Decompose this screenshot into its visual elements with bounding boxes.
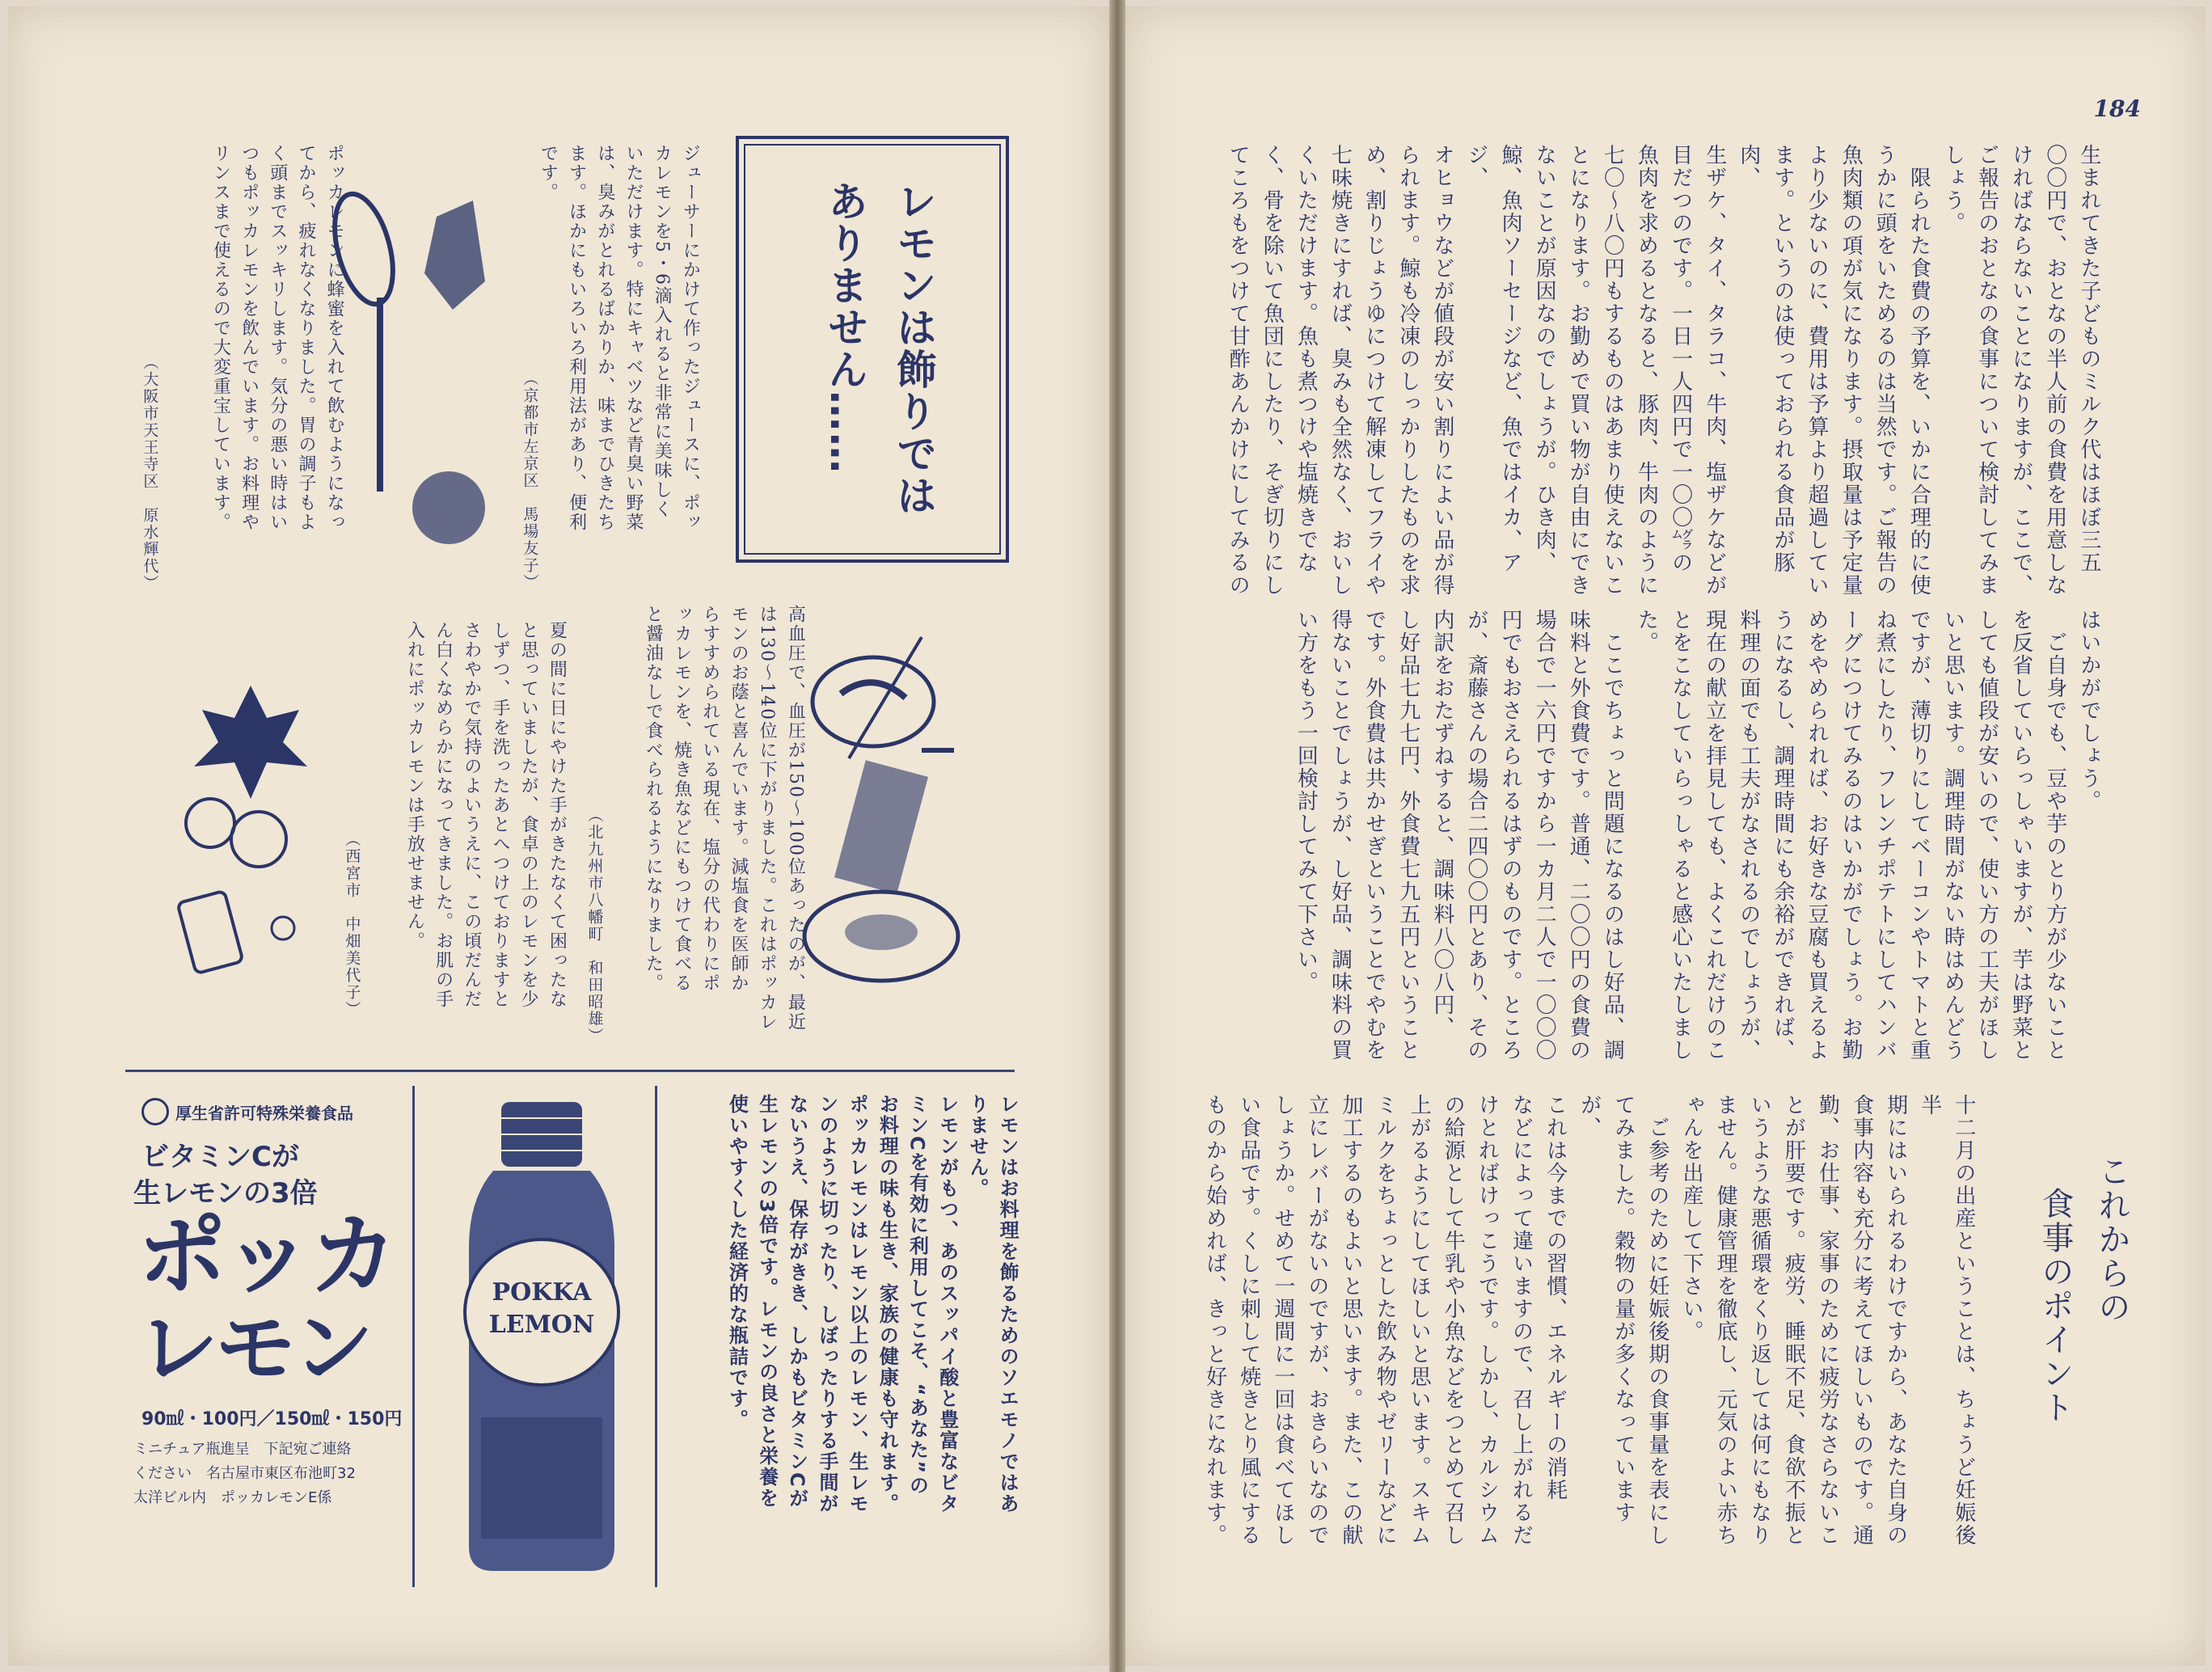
approval-text: 厚生省許可特殊栄養食品 xyxy=(175,1103,353,1123)
ad-brand-2: レモン xyxy=(137,1301,370,1395)
approval-badge xyxy=(141,1098,353,1125)
ad-tagline-1: ビタミンCが xyxy=(141,1141,299,1173)
ad-separator-rule xyxy=(125,1070,1015,1072)
ad-tagline-2: 生レモンの3倍 xyxy=(133,1177,318,1210)
ad-body-copy: レモンはお料理を飾るためのソエモノではあ りません。 レモンがもつ、あのスッパイ酸と豊富なビタ ミンCを有効に利用してこそ、“あなた”の お料理の味も生き、家族の健康も守れます。 ポッカレモンはレモン以上のレモン、生レモ ンのように切ったり、しぼったりする手間が ないうえ、保存がきき、しかもビタミンCが 生レモンの3倍です。レモンの良さと栄養を 使いやすくした経済的な瓶詰です。 xyxy=(725,1094,1019,1514)
ad-contact-1: ミニチュア瓶進呈 下記宛ご連絡 xyxy=(133,1441,352,1458)
letter-2-author: （大阪市天王寺区 原水輝代） xyxy=(141,354,159,592)
page-number: 184 xyxy=(2093,95,2141,122)
letter-4: 夏の間に日にやけた手がきたなくて困ったな と思っていましたが、食卓の上のレモンを少 しずつ、手を洗ったあとへつけておりますと さわやかで気持のよいうえに、この頃だんだ ん白くなめらかになってきました。お肌の手 入れにポッカレモンは手放せません。 xyxy=(404,621,568,1009)
letter-1: ジューサーにかけて作ったジュースに、ポッ カレモンを5・6滴入れると非常に美味しく いただけます。特にキャベツなど青臭い野菜 は、臭みがとれるばかりか、味までひきたち ます。ほかにもいろいろ利用法があり、便利 です。 xyxy=(538,144,701,532)
bottle-label-1: POKKA xyxy=(492,1278,592,1307)
letter-3: 高血圧で、血圧が150〜100位あったのが、最近 は130〜140位に下がりました。これはポッカレ モンのお蔭と喜んでいます。減塩食を医師か らすすめられている現在、塩分の代わりにポ ッカレモンを、焼き魚などにもつけて食べる と醤油なしで食べられるようになりました。 xyxy=(643,605,806,1032)
ad-brand-1: ポッカ xyxy=(137,1204,395,1307)
bottle-label-2: LEMON xyxy=(488,1311,595,1339)
letter-1-author: （京都市左京区 馬場友子） xyxy=(521,370,539,591)
left-page xyxy=(8,6,1109,1666)
article-intro-text: 生まれてきた子どものミルク代はほぼ三五 〇〇円で、おとなの半人前の食費を用意しな ければならないことになりますが、ここで、 ご報告のおとなの食事について検討してみま しょう。 限られた食費の予算を、いかに合理的に使 うかに頭をいためるのは当然です。ご報告の 魚肉類の項が気になります。摂取量は予定量 より少ないのに、費用は予算より超過してい ます。というのは使っておられる食品が豚肉、 生ザケ、タイ、タラコ、牛肉、塩ザケなどが 目だつのです。一日一人四円で一〇〇㌘の 魚肉を求めるとなると、豚肉、牛肉のように 七〇〜八〇円もするものはあまり使えないこ とになります。お勤めで買い物が自由にでき ないことが原因なのでしょうが。ひき肉、 鯨、魚肉ソーセージなど、魚ではイカ、アジ、 オヒョウなどが値段が安い割りによい品が得 られます。鯨も冷凍のしっかりしたものを求 め、割りじょうゆにつけて解凍してフライや 七味焼きにすれば、臭みも全然なく、おいし くいただけます。魚も煮つけや塩焼きでな く、骨を除いて魚団にしたり、そぎ切りにし てころもをつけて甘酢あんかけにしてみるの xyxy=(1226,144,2101,597)
article-title-line-1: レモンは飾りでは xyxy=(890,180,937,517)
letter-4-author: （西宮市 中畑美代子） xyxy=(343,831,361,1018)
ad-contact-3: 太洋ビル内 ポッカレモンE係 xyxy=(133,1489,332,1506)
grater-dish-illustration xyxy=(800,621,994,993)
book-gutter xyxy=(1109,0,1125,1672)
article-title-box xyxy=(736,136,1009,563)
section-heading-line-2: 食事のポイント xyxy=(2037,1187,2074,1425)
letter-2: ポッカレモンに蜂蜜を入れて飲むようになっ てから、疲れなくなりました。胃の調子もよ く頭までスッキリします。気分の悪い時はい つもポッカレモンを飲んでいます。お料理や リンスまで使えるので大変重宝しています。 xyxy=(210,144,345,532)
article-section-text: 十二月の出産ということは、ちょうど妊娠後半 期にはいられるわけですから、あなた自身の 食事内容も充分に考えてほしいものです。通 勤、お仕事、家事のために疲労なさらないこ とが肝要です。疲労、睡眠不足、食欲不振と いうような悪循環をくり返しては何にもなり ません。健康管理を徹底し、元気のよい赤ち ゃんを出産して下さい。 ご参考のために妊娠後期の食事量を表にし てみました。穀物の量が多くなっていますが、 これは今までの習慣、エネルギーの消耗 などによって違いますので、召し上がれるだ けとればけっこうです。しかし、カルシウム の給源として牛乳や小魚などをつとめて召し 上がるようにしてほしいと思います。スキム ミルクをちょっとした飲み物やゼリーなどに 加工するのもよいと思います。また、この献 立にレバーがないのですが、おきらいなので しょうか。せめて一週間に一回は食べてほし い食品です。くしに刺して焼きとり風にする ものから始めれば、きっと好きになれます。 xyxy=(1202,1094,1976,1547)
pokka-lemon-bottle xyxy=(445,1094,639,1579)
ad-vertical-rule-1 xyxy=(412,1086,415,1587)
article-title-line-2: ありません…… xyxy=(821,180,868,475)
ad-vertical-rule-2 xyxy=(655,1086,657,1587)
section-heading-line-1: これからの xyxy=(2093,1155,2130,1324)
right-page xyxy=(1125,6,2206,1666)
lemon-sprig-illustration xyxy=(170,678,331,993)
ad-price: 90㎖・100円／150㎖・150円 xyxy=(141,1409,403,1429)
article-middle-text: はいかがでしょう。 ご自身でも、豆や芋のとり方が少ないこと を反省していらっしゃいますが、芋は野菜と しても値段が安いので、使い方の工夫がほし いと思います。調理時間がない時はめんどう ですが、薄切りにしてベーコンやトマトと重 ね煮にしたり、フレンチポテトにしてハンバ ーグにつけてみるのはいかがでしょう。お勤 めをやめられれば、お好きな豆腐も買えるよ うになるし、調理時間にも余裕ができれば、 料理の面でも工夫がなされるのでしょうが、 現在の献立を拝見しても、よくこれだけのこ とをこなしていらっしゃると感心いたしまし た。 ここでちょっと問題になるのはし好品、調 味料と外食費です。普通、二〇〇円の食費の 場合で一六円ですから一カ月二人で一〇〇〇 円でもおさえられるはずのものです。ところ が、斎藤さんの場合二四〇〇円とあり、その 内訳をおたずねすると、調味料八〇八円、 し好品七九七円、外食費七九五円ということ です。外食費は共かせぎということでやむを 得ないことでしょうが、し好品、調味料の買 い方をもう一回検討してみて下さい。 xyxy=(1294,609,2101,1062)
ad-contact-2: ください 名古屋市東区布池町32 xyxy=(133,1465,356,1482)
approval-seal-icon xyxy=(141,1098,169,1125)
letter-3-author: （北九州市八幡町 和田昭雄） xyxy=(585,807,604,1045)
